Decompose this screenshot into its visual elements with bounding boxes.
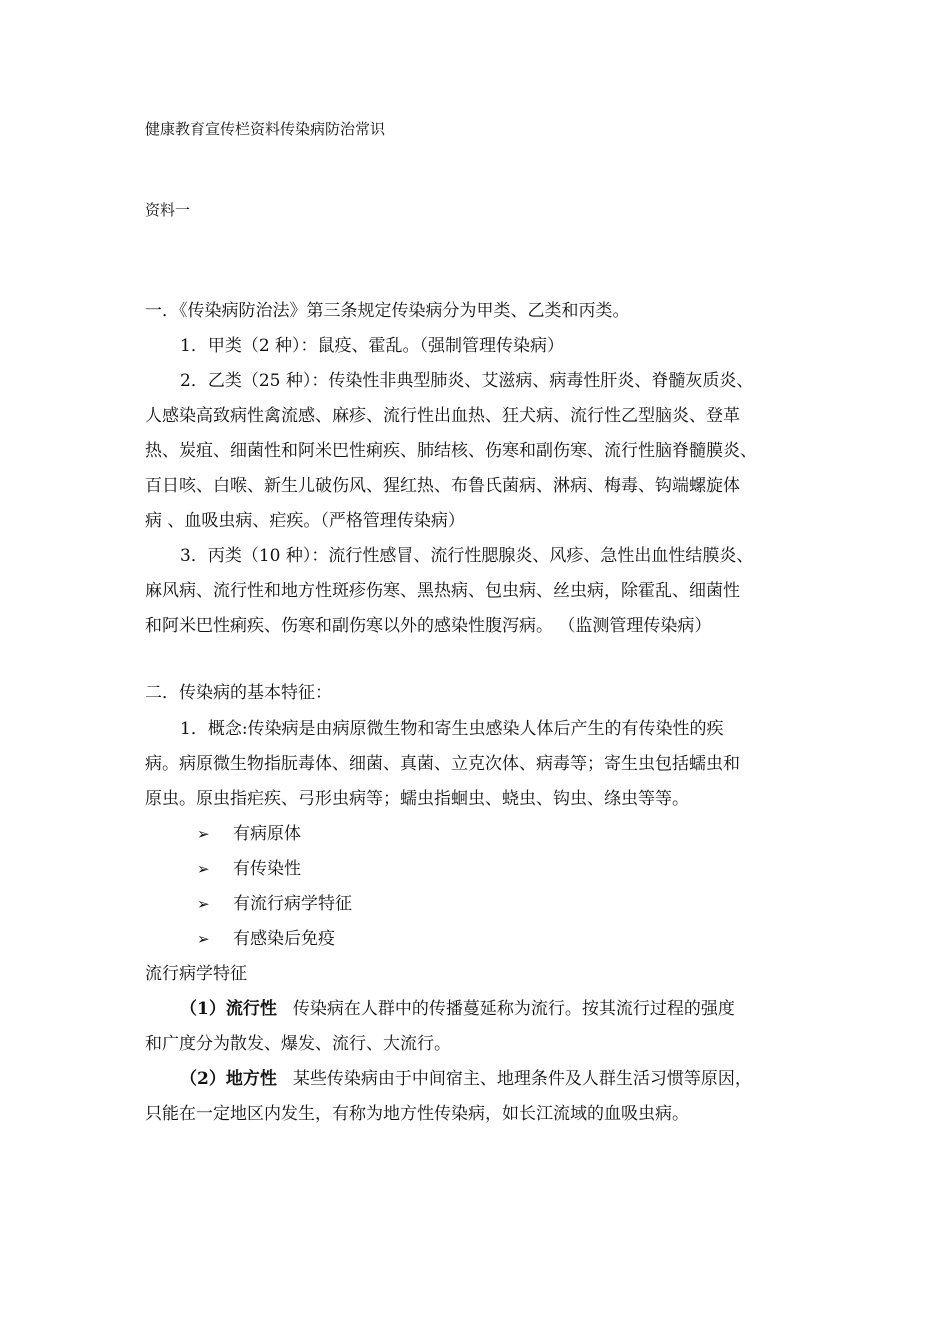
- feature-bullet: [197, 927, 867, 951]
- concept-line: 原虫。原虫指疟疾、弓形虫病等；蠕虫指蛔虫、蛲虫、钩虫、绦虫等等。: [145, 789, 689, 809]
- section1-item1: 1．甲类（2 种）：鼠疫、霍乱。（强制管理传染病）: [180, 336, 565, 356]
- epi1-line: [180, 997, 850, 1021]
- section1-item2-line: 热、炭疽、细菌性和阿米巴性痢疾、肺结核、伤寒和副伤寒、流行性脑脊髓膜炎、: [145, 441, 757, 461]
- epi2-text: 某些传染病由于中间宿主、地理条件及人群生活习惯等原因，: [292, 1069, 752, 1089]
- document-subtitle: 资料一: [145, 201, 191, 219]
- feature-bullet-text: 有病原体: [233, 824, 301, 844]
- concept-line: 1．概念:传染病是由病原微生物和寄生虫感染人体后产生的有传染性的疾: [180, 719, 724, 739]
- section1-item3-line: 和阿米巴性痢疾、伤寒和副伤寒以外的感染性腹泻病。 （监测管理传染病）: [145, 616, 712, 636]
- feature-bullet: [197, 892, 867, 916]
- epi1-text: 传染病在人群中的传播蔓延称为流行。按其流行过程的强度: [292, 999, 735, 1019]
- feature-bullet-text: 有感染后免疫: [233, 929, 335, 949]
- arrow-bullet-icon: ➢: [197, 825, 210, 843]
- epi1-label: （1）流行性: [180, 999, 277, 1019]
- feature-bullet: [197, 857, 867, 881]
- section1-item3-line: 3．丙类（10 种）：流行性感冒、流行性腮腺炎、风疹、急性出血性结膜炎、: [180, 546, 754, 566]
- arrow-bullet-icon: ➢: [197, 860, 210, 878]
- feature-bullet: [197, 822, 867, 846]
- section1-item2-line: 2．乙类（25 种）：传染性非典型肺炎、艾滋病、病毒性肝炎、脊髓灰质炎、: [180, 371, 754, 391]
- section1-item2-line: 人感染高致病性禽流感、麻疹、流行性出血热、狂犬病、流行性乙型脑炎、登革: [145, 406, 740, 426]
- concept-line: 病。病原微生物指朊毒体、细菌、真菌、立克次体、病毒等；寄生虫包括蠕虫和: [145, 754, 740, 774]
- epi2-line: [180, 1067, 850, 1091]
- section1-heading: 一．《传染病防治法》第三条规定传染病分为甲类、乙类和丙类。: [145, 301, 630, 321]
- section1-item2-line: 百日咳、白喉、新生儿破伤风、猩红热、布鲁氏菌病、淋病、梅毒、钩端螺旋体: [145, 476, 740, 496]
- epi2-line: 只能在一定地区内发生，有称为地方性传染病，如长江流域的血吸虫病。: [145, 1104, 689, 1124]
- section1-item3-line: 麻风病、流行性和地方性斑疹伤寒、黑热病、包虫病、丝虫病，除霍乱、细菌性: [145, 581, 740, 601]
- epi-heading: 流行病学特征: [145, 964, 247, 984]
- arrow-bullet-icon: ➢: [197, 895, 210, 913]
- feature-bullet-text: 有流行病学特征: [233, 894, 352, 914]
- arrow-bullet-icon: ➢: [197, 930, 210, 948]
- section1-item2-line: 病 、血吸虫病、疟疾。（严格管理传染病）: [145, 511, 465, 531]
- feature-bullet-text: 有传染性: [233, 859, 301, 879]
- section2-heading: 二．传染病的基本特征：: [145, 683, 332, 703]
- document-title: 健康教育宣传栏资料传染病防治常识: [145, 120, 386, 138]
- epi2-label: （2）地方性: [180, 1069, 277, 1089]
- epi1-line: 和广度分为散发、爆发、流行、大流行。: [145, 1034, 451, 1054]
